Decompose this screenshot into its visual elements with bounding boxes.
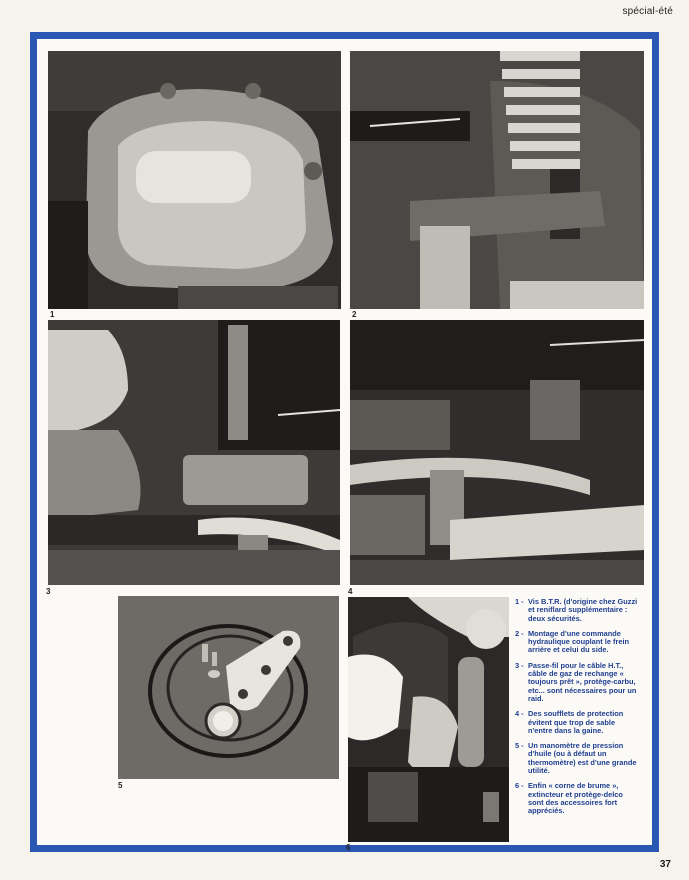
- photo-2-rear-shock: [350, 51, 644, 309]
- page-number: 37: [659, 859, 671, 870]
- caption-5-text: Un manomètre de pression d'huile (ou à défaut un thermomètre) est d'une grande utilité.: [528, 741, 637, 776]
- photo-3-engine-side: [48, 320, 340, 585]
- photo-3-number: 3: [46, 587, 51, 596]
- caption-6: [515, 782, 640, 815]
- caption-6-number: 6 -: [515, 781, 524, 791]
- caption-3: [515, 662, 640, 703]
- photo-4-number: 4: [348, 587, 353, 596]
- caption-1-text: Vis B.T.R. (d'origine chez Guzzi et reniflard supplémentaire : deux sécurités.: [528, 597, 638, 623]
- caption-6-text: Enfin « corne de brume », extincteur et protège-delco sont des accessoires fort appréciés.: [528, 781, 623, 816]
- captions-list: [515, 598, 640, 823]
- caption-3-number: 3 -: [515, 660, 524, 670]
- caption-2-text: Montage d'une commande hydraulique couplant le frein arrière et celui du side.: [528, 628, 630, 655]
- photo-4-footrest: [350, 320, 644, 585]
- section-label: spécial-été: [622, 6, 673, 17]
- caption-4: [515, 710, 640, 735]
- caption-1: [515, 598, 640, 623]
- caption-5-number: 5 -: [515, 741, 524, 751]
- photo-2-number: 2: [352, 310, 357, 319]
- photo-5-gauge-kit: [118, 596, 339, 779]
- photo-1-number: 1: [50, 310, 55, 319]
- photo-6-headlamp: [348, 597, 509, 842]
- caption-3-text: Passe-fil pour le câble H.T., câble de gaz de rechange « toujours prêt », protège-carbu, etc... sont nécessaires pour un raid.: [528, 660, 637, 703]
- caption-2-number: 2 -: [515, 628, 524, 638]
- photo-6-number: 6: [346, 843, 351, 852]
- caption-1-number: 1 -: [515, 597, 524, 606]
- caption-5: [515, 742, 640, 775]
- caption-4-text: Des soufflets de protection évitent que trop de sable n'entre dans la gaine.: [528, 709, 624, 735]
- photo-1-engine-valve-cover: [48, 51, 341, 309]
- caption-4-number: 4 -: [515, 709, 524, 719]
- caption-2: [515, 630, 640, 655]
- photo-5-number: 5: [118, 781, 123, 790]
